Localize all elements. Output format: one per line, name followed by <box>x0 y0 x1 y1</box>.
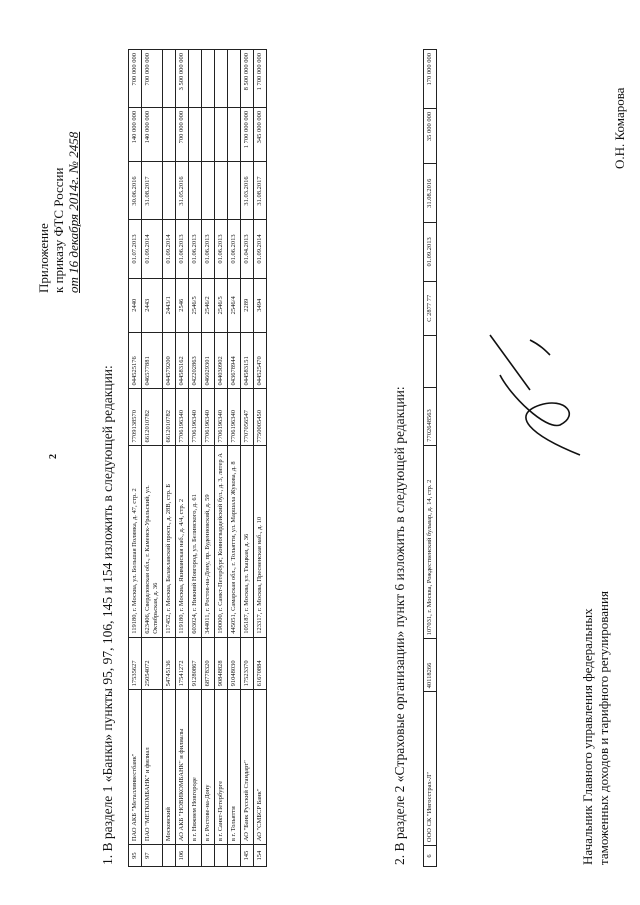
row-bik: 042202863 <box>189 332 202 388</box>
row-name: ПАО "МЕТКОМБАНК" и филиал <box>142 690 163 845</box>
row-address: 119180, г. Москва, Якиманская наб., д. 4/4, стр. 2 <box>176 446 189 637</box>
row-number <box>215 845 228 867</box>
table-row <box>424 50 437 867</box>
row-sum-1 <box>215 107 228 162</box>
row-inn: 7702648563 <box>424 388 437 446</box>
row-bik: 046029301 <box>202 332 215 388</box>
row-inn: 6612010782 <box>142 389 163 446</box>
row-sum-2: 170 000 000 <box>424 50 437 109</box>
row-address: 603024, г. Нижний Новгород, ул. Белинского, д. 61 <box>189 446 202 637</box>
row-name: АО "СМБСР Банк" <box>254 690 267 845</box>
row-name: в г. Ростове-на-Дону <box>202 690 215 845</box>
row-license: 2546 <box>176 278 189 332</box>
row-date-from: 01.09.2013 <box>424 223 437 282</box>
section2-heading: 2. В разделе 2 «Страховые организации» пункт 6 изложить в следующей редакции: <box>392 386 407 865</box>
row-date-to: 30.06.2016 <box>129 162 142 220</box>
row-bik: 044525176 <box>129 332 142 388</box>
row-license: 2443/1 <box>163 278 176 332</box>
table-row <box>129 50 142 867</box>
row-license: 3494 <box>254 278 267 332</box>
row-number: 154 <box>254 845 267 867</box>
row-code: 91280867 <box>189 637 202 690</box>
row-license: 2546/2 <box>202 278 215 332</box>
row-code: 17535627 <box>129 637 142 690</box>
row-sum-2: 3 500 000 000 <box>176 50 189 108</box>
row-code: 91048030 <box>228 637 241 690</box>
insurers-table <box>423 49 437 867</box>
row-address: 623406, Свердловская обл., г. Каменск-Уральский, ул. Октябрьская, д. 36 <box>142 446 163 637</box>
row-number: 97 <box>142 845 163 867</box>
row-sum-2: 8 500 000 000 <box>241 50 254 108</box>
row-sum-1 <box>228 107 241 162</box>
row-name: АО АКБ "НОВИКОМБАНК" и филиалы <box>176 690 189 845</box>
row-sum-2: 700 000 000 <box>129 50 142 108</box>
row-sum-2 <box>215 50 228 108</box>
table-row <box>241 50 254 867</box>
row-bik: 046577881 <box>142 332 163 388</box>
row-license: 2440 <box>129 278 142 332</box>
signer-block <box>580 591 612 865</box>
row-code: 25054072 <box>142 637 163 690</box>
banks-table <box>128 49 267 867</box>
row-address: 344011, г. Ростов-на-Дону, пр. Буденновский, д. 59 <box>202 446 215 637</box>
row-sum-2: 700 000 000 <box>142 50 163 108</box>
row-license: 2443 <box>142 278 163 332</box>
table-row <box>215 50 228 867</box>
row-license: С 2877 77 <box>424 281 437 335</box>
row-date-to <box>202 162 215 220</box>
row-inn: 7707056547 <box>241 389 254 446</box>
row-license: 2546/5 <box>215 278 228 332</box>
table-row <box>176 50 189 867</box>
row-sum-2 <box>202 50 215 108</box>
row-date-from: 01.06.2013 <box>176 220 189 278</box>
row-date-to <box>228 162 241 220</box>
row-inn: 7706196340 <box>189 389 202 446</box>
row-name: в г. Нижнем Новгороде <box>189 690 202 845</box>
row-number <box>189 845 202 867</box>
row-address: 123317, г. Москва, Пресненская наб., д. 10 <box>254 446 267 637</box>
row-date-to <box>189 162 202 220</box>
signer-title-line1: Начальник Главного управления федеральных <box>580 608 595 865</box>
row-date-to: 31.08.2016 <box>424 164 437 223</box>
row-address: 105187, г. Москва, ул. Ткацкая, д. 36 <box>241 446 254 637</box>
table-row <box>202 50 215 867</box>
row-date-from: 01.06.2013 <box>202 220 215 278</box>
row-sum-1: 35 000 000 <box>424 108 437 163</box>
row-inn: 7706196340 <box>176 389 189 446</box>
row-license: 2546/4 <box>228 278 241 332</box>
row-sum-2: 1 700 000 000 <box>254 50 267 108</box>
row-number <box>228 845 241 867</box>
appendix-line-1: Приложение <box>36 223 51 293</box>
row-bik: 044030902 <box>215 332 228 388</box>
row-inn: 7706196340 <box>215 389 228 446</box>
row-sum-1 <box>163 107 176 162</box>
row-license: 2289 <box>241 278 254 332</box>
row-inn: 7750005450 <box>254 389 267 446</box>
row-address: 190000, г. Санкт-Петербург, Конногвардейский бул., д. 3, литер А <box>215 446 228 637</box>
row-inn: 7706196340 <box>202 389 215 446</box>
row-code: 54745136 <box>163 637 176 690</box>
row-date-to: 31.03.2016 <box>241 162 254 220</box>
table-row <box>254 50 267 867</box>
row-code: 40118266 <box>424 639 437 692</box>
row-sum-2 <box>189 50 202 108</box>
row-bik: 044583151 <box>241 332 254 388</box>
table-row <box>142 50 163 867</box>
row-code: 17541272 <box>176 637 189 690</box>
row-sum-2 <box>163 50 176 108</box>
row-name: Московский <box>163 690 176 845</box>
row-name: ПАО АКБ "Металлинвестбанк" <box>129 690 142 845</box>
row-date-from: 01.06.2013 <box>228 220 241 278</box>
row-address: 445051, Самарская обл., г. Тольятти, ул. Маршала Жукова, д. 8 <box>228 446 241 637</box>
row-sum-1: 140 000 000 <box>142 107 163 162</box>
row-date-from: 01.07.2013 <box>129 220 142 278</box>
row-address: 119180, г. Москва, ул. Большая Полянка, д. 47, стр. 2 <box>129 446 142 637</box>
row-address: 117452, г. Москва, Балаклавский просп., д. 28В, стр. Б <box>163 446 176 637</box>
row-sum-1 <box>202 107 215 162</box>
row-date-from: 01.09.2014 <box>254 220 267 278</box>
row-name: в г. Санкт-Петербурге <box>215 690 228 845</box>
row-number <box>163 845 176 867</box>
row-name: ООО СК "Ингосстрах-Л" <box>424 692 437 846</box>
signer-title-line2: таможенных доходов и тарифного регулирования <box>596 591 611 865</box>
row-sum-2 <box>228 50 241 108</box>
row-sum-1: 140 000 000 <box>129 107 142 162</box>
row-code: 68778320 <box>202 637 215 690</box>
signer-name: О.Н. Комарова <box>612 87 627 169</box>
row-address: 107031, г. Москва, Рождественский бульвар, д. 14, стр. 2 <box>424 445 437 639</box>
table-row <box>189 50 202 867</box>
row-date-from: 01.09.2014 <box>163 220 176 278</box>
row-date-from: 01.09.2014 <box>142 220 163 278</box>
appendix-header <box>36 48 81 293</box>
row-date-to <box>215 162 228 220</box>
row-number: 145 <box>241 845 254 867</box>
row-bik: 043678944 <box>228 332 241 388</box>
table-row <box>163 50 176 867</box>
row-sum-1: 1 700 000 000 <box>241 107 254 162</box>
row-code: 90848828 <box>215 637 228 690</box>
row-bik: 044583162 <box>176 332 189 388</box>
table-row <box>228 50 241 867</box>
row-license: 2546/5 <box>189 278 202 332</box>
row-sum-1 <box>189 107 202 162</box>
handwritten-signature <box>470 315 600 475</box>
row-name: в г. Тольятти <box>228 690 241 845</box>
row-code: 61670884 <box>254 637 267 690</box>
row-sum-1: 345 000 000 <box>254 107 267 162</box>
row-bik: 044579200 <box>163 332 176 388</box>
row-date-from: 01.06.2013 <box>189 220 202 278</box>
row-inn: 7706196340 <box>228 389 241 446</box>
page-number: 2 <box>48 454 59 459</box>
row-inn: 7709138570 <box>129 389 142 446</box>
row-number: 106 <box>176 845 189 867</box>
row-bik <box>424 336 437 388</box>
row-date-to: 31.05.2016 <box>176 162 189 220</box>
appendix-line-3: от 16 декабря 2014г. № 2458 <box>66 131 81 293</box>
row-date-to <box>163 162 176 220</box>
section1-heading: 1. В разделе 1 «Банки» пункты 95, 97, 106, 145 и 154 изложить в следующей редакции: <box>100 365 115 865</box>
row-bik: 044525470 <box>254 332 267 388</box>
row-inn: 6612010782 <box>163 389 176 446</box>
row-date-to: 31.08.2017 <box>142 162 163 220</box>
row-number: 95 <box>129 845 142 867</box>
row-number <box>202 845 215 867</box>
row-date-to: 31.08.2017 <box>254 162 267 220</box>
row-sum-1: 700 000 000 <box>176 107 189 162</box>
appendix-line-2: к приказу ФТС России <box>51 167 66 293</box>
row-date-from: 01.04.2013 <box>241 220 254 278</box>
row-code: 17523370 <box>241 637 254 690</box>
row-number: 6 <box>424 846 437 867</box>
row-date-from: 01.06.2013 <box>215 220 228 278</box>
row-name: АО "Банк Русский Стандарт" <box>241 690 254 845</box>
